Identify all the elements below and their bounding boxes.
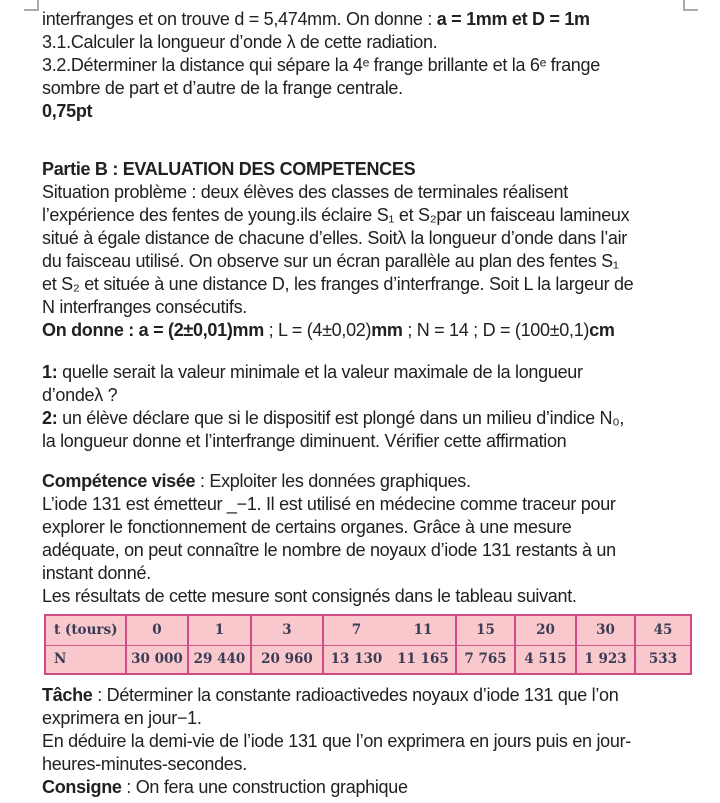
table-value-cell: 30 000 [125, 646, 187, 673]
text-line [42, 776, 706, 799]
bold-text-segment: Tâche [42, 685, 93, 705]
text-segment: interfranges et on trouve d = 5,474mm. On donne : [42, 9, 437, 29]
text-segment: exprimera en jour−1. [42, 708, 202, 728]
text-segment: Situation problème : deux élèves des classes de terminales réalisent [42, 182, 568, 202]
text-line [42, 753, 706, 776]
table-value-cell: 7 [322, 616, 389, 645]
text-line [42, 31, 706, 54]
text-line [42, 585, 706, 608]
text-segment: 3.2.Déterminer la distance qui sépare la 4ᵉ frange brillante et la 6ᵉ frange [42, 55, 600, 75]
text-segment: ; N = 14 ; D = (100±0,1) [402, 320, 590, 340]
text-segment: ; L = (4±0,02) [263, 320, 372, 340]
bold-text-segment: Consigne [42, 777, 122, 797]
spacer [42, 675, 706, 684]
text-segment: quelle serait la valeur minimale et la valeur maximale de la longueur [57, 362, 583, 382]
text-line [42, 250, 706, 273]
text-segment: du faisceau utilisé. On observe sur un écran parallèle au plan des fentes S₁ [42, 251, 619, 271]
text-line [42, 684, 706, 707]
bold-text-segment: mm [371, 320, 403, 340]
table-value-cell: 20 960 [250, 646, 322, 673]
table-value-cell: 0 [125, 616, 187, 645]
text-line [42, 516, 706, 539]
bold-text-segment: 2: [42, 408, 58, 428]
paragraph-interfranges-questions [42, 8, 706, 123]
bold-text-segment: Compétence visée [42, 471, 196, 491]
table-value-cell: 20 [514, 616, 575, 645]
text-line [42, 707, 706, 730]
text-segment: explorer le fonctionnement de certains organes. Grâce à une mesure [42, 517, 572, 537]
table-value-cell: 45 [634, 616, 690, 645]
table-value-cell: 11 165 [397, 651, 449, 667]
text-line [42, 8, 706, 31]
bold-text-segment: 0,75pt [42, 101, 93, 121]
text-line [42, 470, 706, 493]
bold-text-segment: 1: [42, 362, 58, 382]
table-value-cell: 30 [575, 616, 634, 645]
table-value-cell: 13 130 [322, 646, 389, 673]
text-segment: En déduire la demi-vie de l’iode 131 que l’on exprimera en jours puis en jour- [42, 731, 631, 751]
table-row-n [46, 645, 690, 673]
text-line [42, 730, 706, 753]
table-row-t [46, 616, 690, 645]
spacer [42, 123, 706, 158]
text-segment: instant donné. [42, 563, 151, 583]
paragraph-competence-iode [42, 470, 706, 608]
bold-text-segment: On donne : a = (2±0,01)mm [42, 320, 264, 340]
paragraph-partie-b-situation [42, 158, 706, 342]
text-segment: : Déterminer la constante radioactivedes noyaux d’iode 131 que l’on [92, 685, 619, 705]
table-value-cell: 7 765 [455, 646, 514, 673]
text-line [42, 430, 706, 453]
table-label-cell: N [54, 651, 67, 667]
bold-text-segment: Partie B : EVALUATION DES COMPETENCES [42, 159, 416, 179]
text-line [42, 319, 706, 342]
text-line [42, 181, 706, 204]
table-label-cell: t (tours) [54, 622, 118, 638]
text-line [42, 539, 706, 562]
table-value-cell: 29 440 [187, 646, 250, 673]
text-segment: Les résultats de cette mesure sont consignés dans le tableau suivant. [42, 586, 577, 606]
text-segment: d’ondeλ ? [42, 385, 118, 405]
text-segment: heures-minutes-secondes. [42, 754, 247, 774]
paragraph-tache-consigne [42, 684, 706, 799]
text-line [42, 227, 706, 250]
paragraph-questions-1-2 [42, 361, 706, 453]
table-value-cell: 11 [413, 622, 433, 638]
text-segment: L’iode 131 est émetteur _−1. Il est utilisé en médecine comme traceur pour [42, 494, 616, 514]
text-line [42, 158, 706, 181]
text-segment: un élève déclare que si le dispositif est plongé dans un milieu d’indice N₀, [57, 408, 625, 428]
text-line [42, 361, 706, 384]
table-value-cell: 1 923 [575, 646, 634, 673]
page-corner-mark-right-icon [683, 0, 698, 11]
page-corner-mark-left-icon [24, 0, 39, 11]
table-value-cell: 4 515 [514, 646, 575, 673]
text-line [42, 384, 706, 407]
text-segment: adéquate, on peut connaître le nombre de noyaux d’iode 131 restants à un [42, 540, 616, 560]
text-line [42, 493, 706, 516]
text-line [42, 54, 706, 77]
text-line [42, 77, 706, 100]
text-segment: : On fera une construction graphique [121, 777, 408, 797]
text-segment: et S₂ et située à une distance D, les franges d’interfrange. Soit L la largeur de [42, 274, 634, 294]
spacer [42, 453, 706, 470]
text-segment: la longueur donne et l’interfrange diminuent. Vérifier cette affirmation [42, 431, 567, 451]
bold-text-segment: a = 1mm et D = 1m [436, 9, 590, 29]
table-value-cell: 533 [634, 646, 690, 673]
text-line [42, 273, 706, 296]
text-segment: 3.1.Calculer la longueur d’onde λ de cette radiation. [42, 32, 438, 52]
text-line [42, 296, 706, 319]
text-segment: sombre de part et d’autre de la frange centrale. [42, 78, 403, 98]
bold-text-segment: cm [589, 320, 615, 340]
text-segment: : Exploiter les données graphiques. [195, 471, 471, 491]
text-line [42, 204, 706, 227]
text-segment: situé à égale distance de chacune d’elles. Soitλ la longueur d’onde dans l’air [42, 228, 628, 248]
text-segment: l’expérience des fentes de young.ils éclaire S₁ et S₂par un faisceau lamineux [42, 205, 630, 225]
spacer [42, 342, 706, 361]
table-value-cell: 15 [455, 616, 514, 645]
text-line [42, 562, 706, 585]
text-line [42, 407, 706, 430]
text-segment: N interfranges consécutifs. [42, 297, 247, 317]
table-value-cell: 3 [250, 616, 322, 645]
text-line [42, 100, 706, 123]
table-value-cell: 1 [187, 616, 250, 645]
measurement-table [44, 614, 692, 675]
